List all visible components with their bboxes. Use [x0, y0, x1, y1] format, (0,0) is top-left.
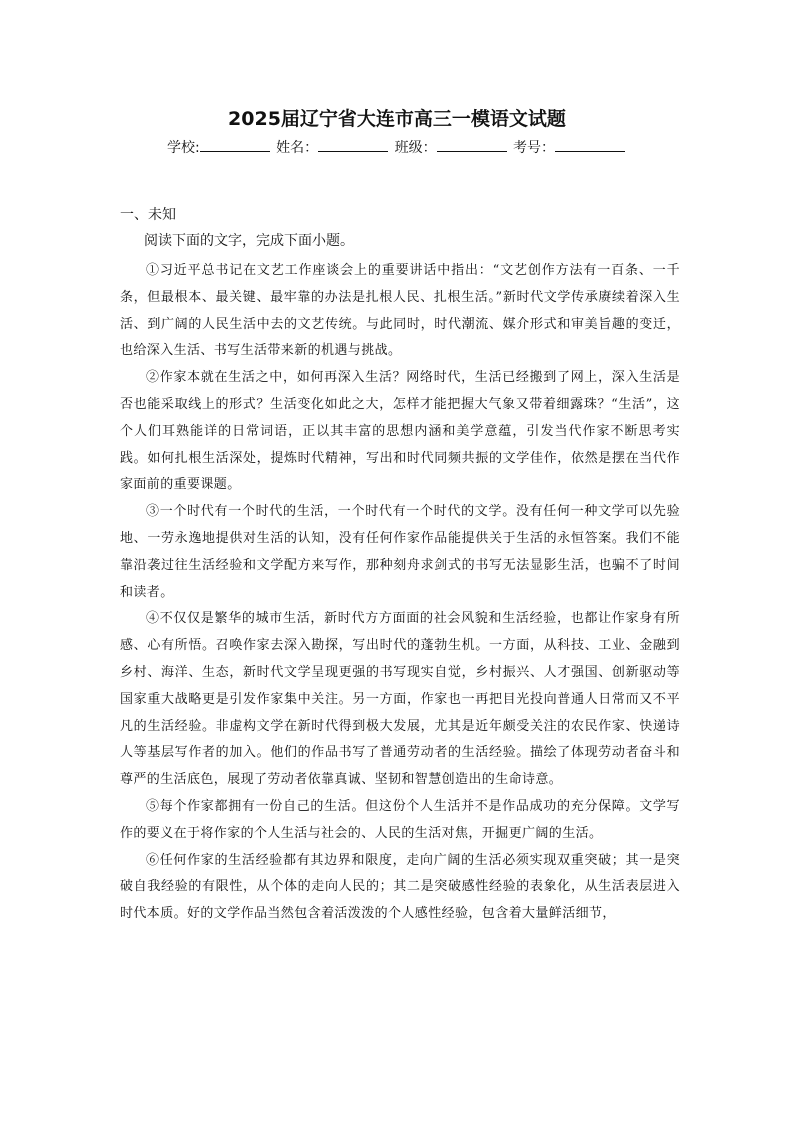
school-label: 学校:	[166, 140, 200, 156]
paragraph-6: ⑥任何作家的生活经验都有其边界和限度，走向广阔的生活必须实现双重突破；其一是突破自我经验的有限性，从个体的走向人民的；其二是突破感性经验的表象化，从生活表层进入时代本质。好的文学作品当然包含着活泼泼的个人感性经验，包含着大量鲜活细节，	[120, 852, 680, 922]
section-heading: 一、未知	[120, 207, 176, 223]
paragraph-5: ⑤每个作家都拥有一份自己的生活。但这份个人生活并不是作品成功的充分保障。文学写作的要义在于将作家的个人生活与社会的、人民的生活对焦，开掘更广阔的生活。	[120, 798, 680, 841]
class-blank[interactable]	[437, 137, 507, 152]
name-label: 姓名：	[276, 140, 319, 156]
name-blank[interactable]	[318, 137, 388, 152]
exam-number-label: 考号：	[513, 140, 556, 156]
student-info-line	[0, 137, 794, 157]
paragraph-4: ④不仅仅是繁华的城市生活，新时代方方面面的社会风貌和生活经验，也都让作家身有所感、心有所悟。召唤作家去深入勘探，写出时代的蓬勃生机。一方面，从科技、工业、金融到乡村、海洋、生态，新时代文学呈现更强的书写现实自觉，乡村振兴、人才强国、创新驱动等国家重大战略更是引发作家集中关注。另一方面，作家也一再把目光投向普通人日常而又不平凡的生活经验。非虚构文学在新时代得到极大发展，尤其是近年颇受关注的农民作家、快递诗人等基层写作者的加入。他们的作品书写了普通劳动者的生活经验。描绘了体现劳动者奋斗和尊严的生活底色，展现了劳动者依靠真诚、坚韧和智慧创造出的生命诗意。	[120, 611, 680, 788]
exam-number-blank[interactable]	[555, 137, 625, 152]
exam-title: 2025届辽宁省大连市高三一模语文试题	[228, 108, 566, 130]
reading-passage	[120, 258, 680, 928]
paragraph-3: ③一个时代有一个时代的生活，一个时代有一个时代的文学。没有任何一种文学可以先验地、一劳永逸地提供对生活的认知，没有任何作家作品能提供关于生活的永恒答案。我们不能靠沿袭过往生活经验和文学配方来写作，那种刻舟求剑式的书写无法显影生活，也骗不了时间和读者。	[120, 504, 680, 600]
school-blank[interactable]	[200, 137, 270, 152]
paragraph-2: ②作家本就在生活之中，如何再深入生活？网络时代，生活已经搬到了网上，深入生活是否也能采取线上的形式？生活变化如此之大，怎样才能把握大气象又带着细露珠？“生活”，这个人们耳熟能详的日常词语，正以其丰富的思想内涵和美学意蕴，引发当代作家不断思考实践。如何扎根生活深处，提炼时代精神，写出和时代同频共振的文学佳作，依然是摆在当代作家面前的重要课题。	[120, 370, 680, 493]
class-label: 班级：	[394, 140, 437, 156]
paragraph-1: ①习近平总书记在文艺工作座谈会上的重要讲话中指出：“文艺创作方法有一百条、一千条，但最根本、最关键、最牢靠的办法是扎根人民、扎根生活。”新时代文学传承赓续着深入生活、到广阔的人民生活中去的文艺传统。与此同时，时代潮流、媒介形式和审美旨趣的变迁，也给深入生活、书写生活带来新的机遇与挑战。	[120, 263, 680, 359]
reading-instruction: 阅读下面的文字，完成下面小题。	[144, 233, 354, 249]
